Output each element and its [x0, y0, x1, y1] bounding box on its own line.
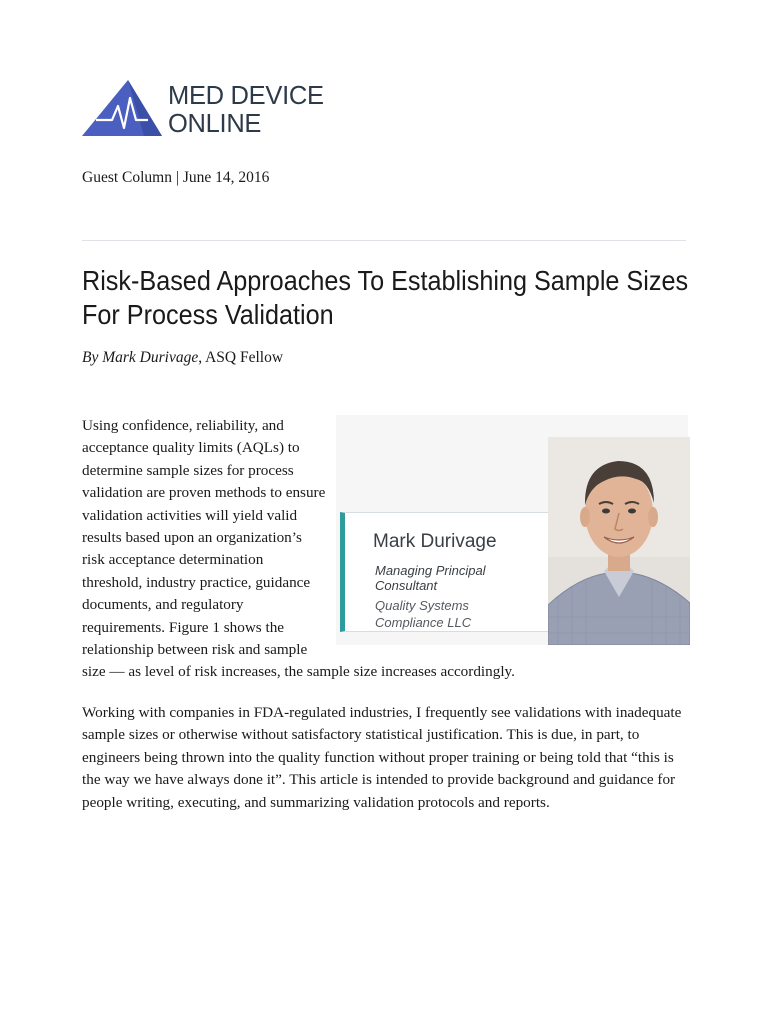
author-credential: , ASQ Fellow	[198, 349, 284, 366]
site-logo[interactable]	[82, 78, 332, 140]
author-card-name: Mark Durivage	[373, 531, 497, 552]
logo-diamond-icon	[82, 78, 164, 140]
paragraph-2: Working with companies in FDA-regulated industries, I frequently see validations with inadequate sample sizes or otherwise without satisfactory statistical justification. This is due, in part, to engineers being thrown into the quality function without proper training or being told that “this is the way we have always done it”. This article is intended to provide background and guidance for people writing, executing, and summarizing validation protocols and reports.	[82, 703, 682, 811]
brand-name	[168, 82, 324, 138]
divider	[82, 240, 686, 241]
article-meta: Guest Column | June 14, 2016	[82, 169, 270, 186]
author-photo	[548, 437, 690, 645]
brand-line-2: ONLINE	[168, 110, 262, 138]
author-card	[340, 512, 548, 632]
paragraph-1: Using confidence, reliability, and acceptance quality limits (AQLs) to determine sample sizes for process validation are proven methods to ensure validation activities will yield valid results based upon an organization’s risk acceptance determination threshold, industry practice, guidance documents, and regulatory requirements. Figure 1 shows the relationship between risk and sample size — as level of risk increases, the sample size increases accordingly.	[82, 417, 515, 681]
article-title: Risk-Based Approaches To Establishing Sample Sizes For Process Validation	[82, 265, 689, 330]
author-card-role: Managing Principal Consultant	[375, 563, 486, 593]
author-figure	[336, 415, 688, 645]
author-card-org: Quality Systems Compliance LLC	[375, 598, 472, 630]
article-body	[82, 415, 688, 832]
byline	[82, 349, 283, 367]
brand-line-1: MED DEVICE	[168, 82, 324, 110]
author-name: By Mark Durivage	[82, 349, 199, 366]
